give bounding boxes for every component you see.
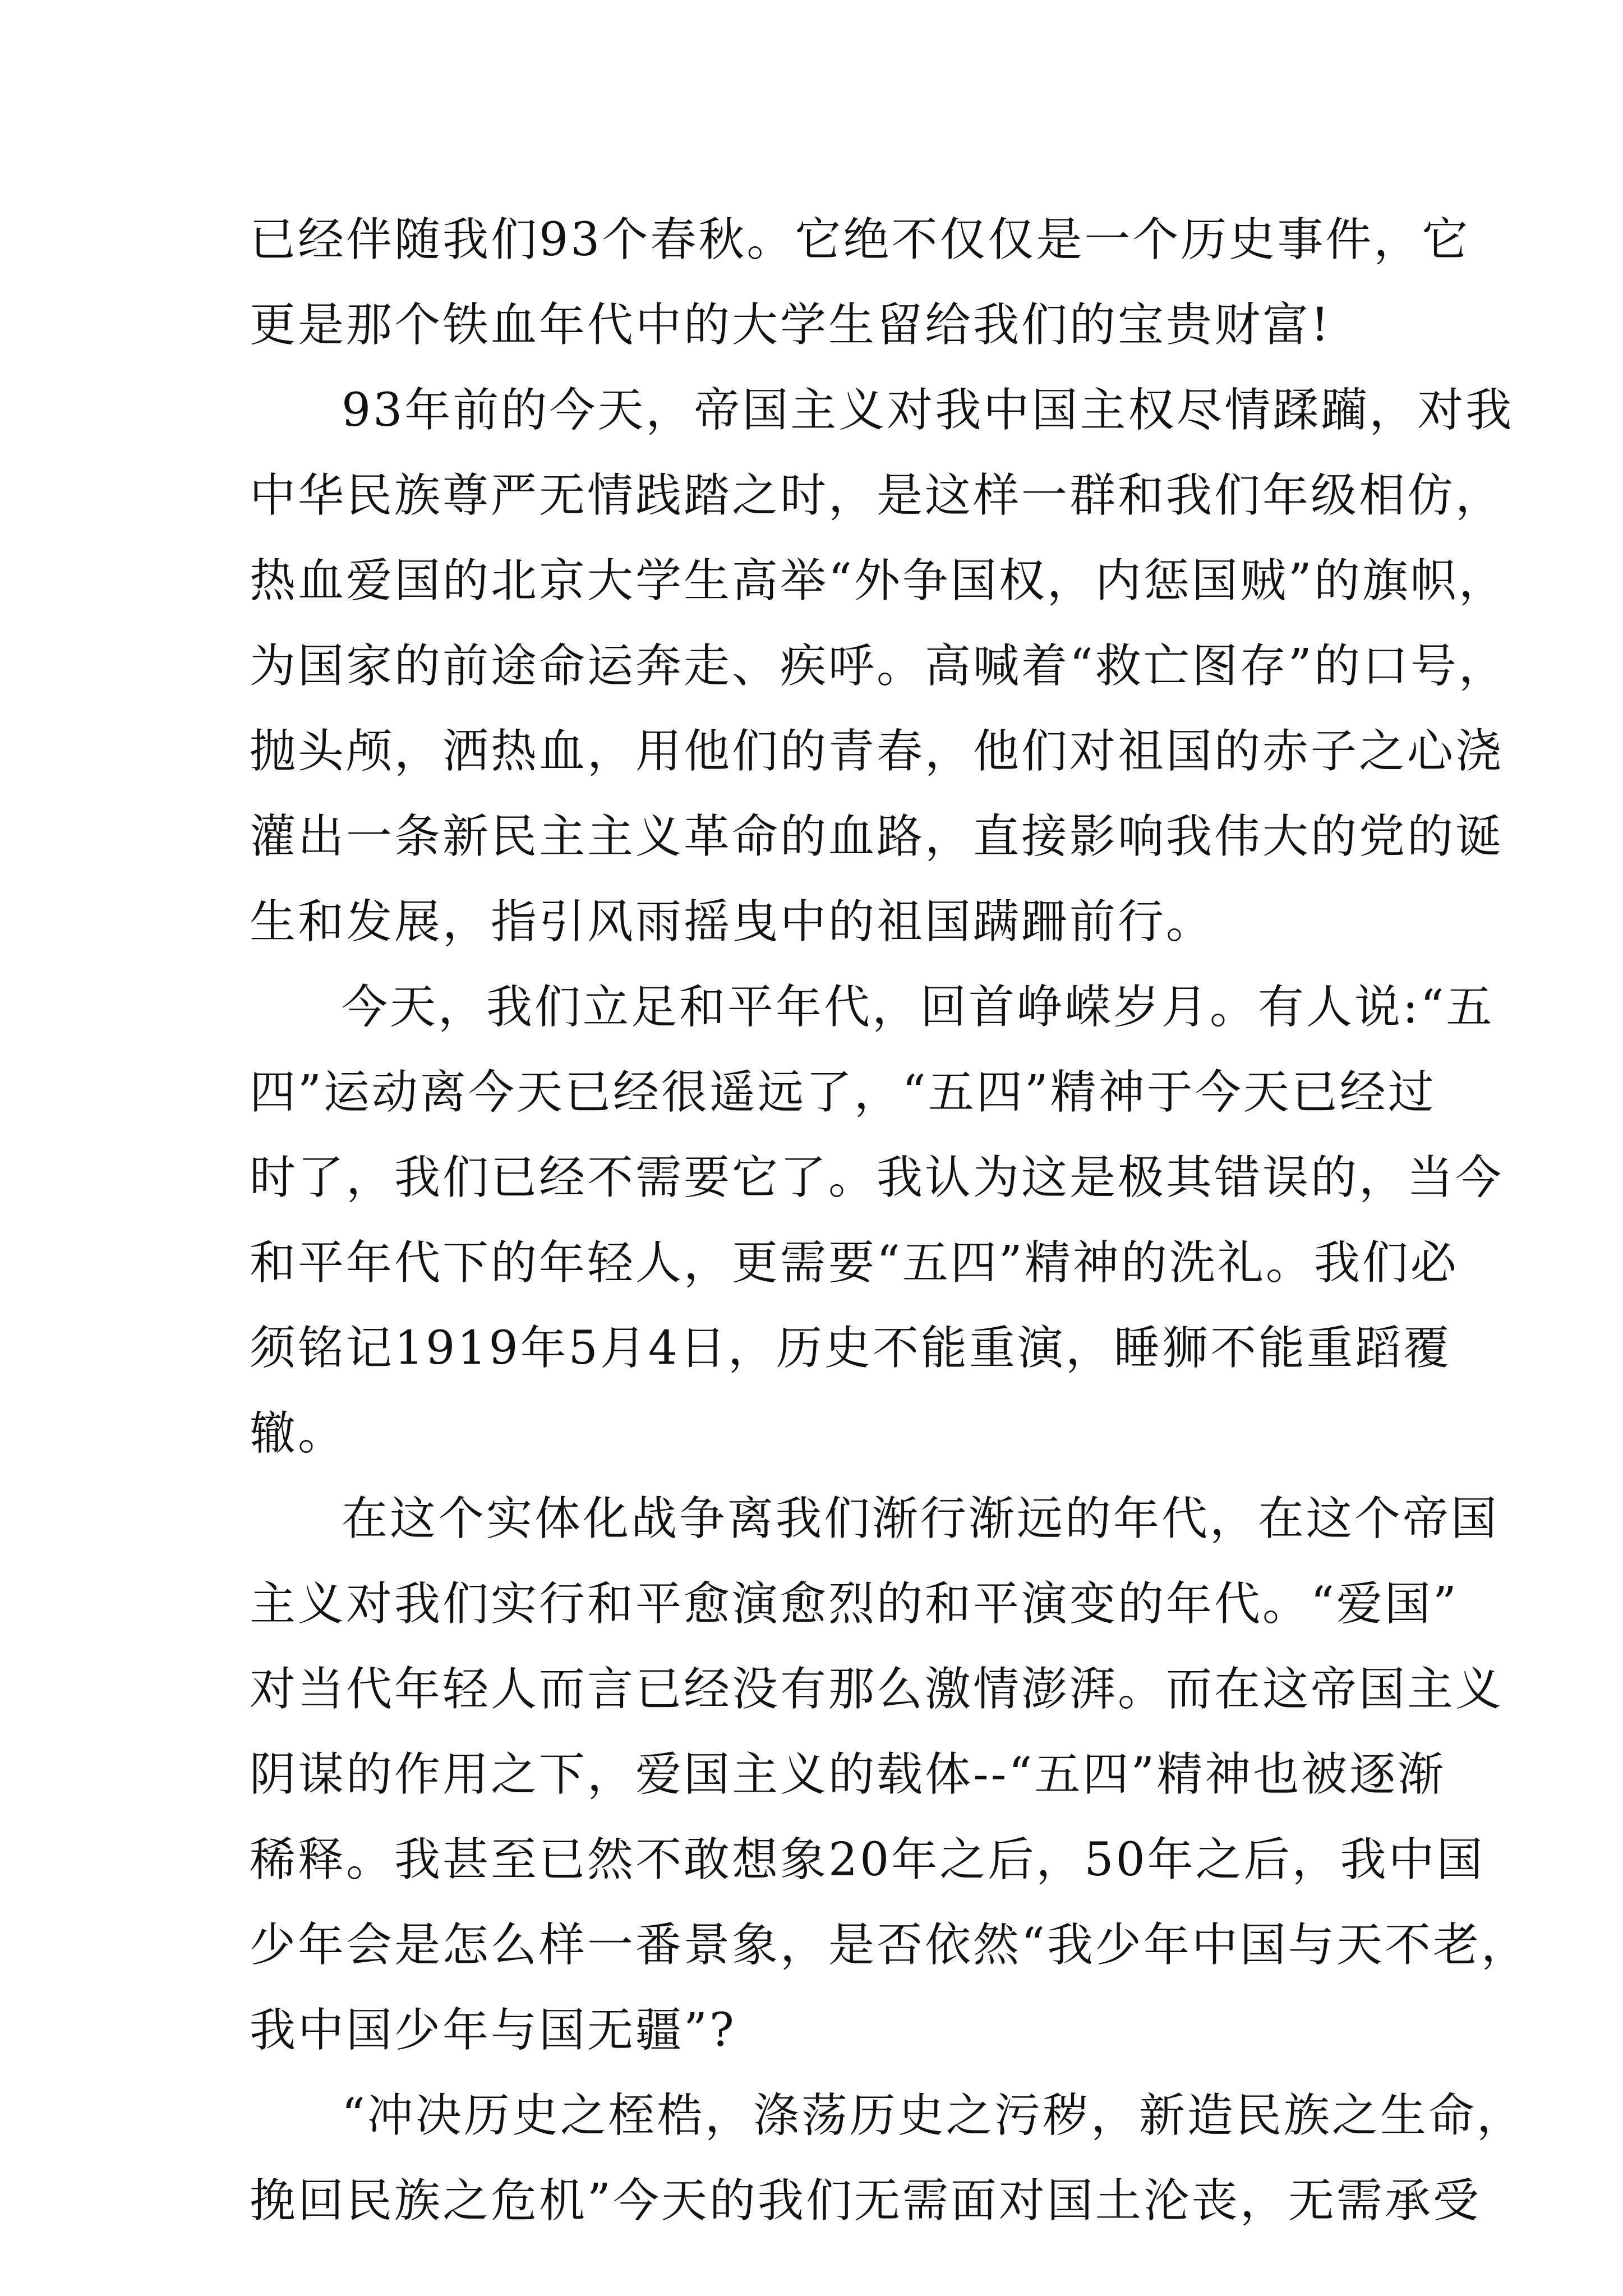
text-line: 灌出一条新民主主义革命的血路，直接影响我伟大的党的诞 (250, 810, 1504, 863)
paragraph-start-line: “冲决历史之桎梏，涤荡历史之污秽，新造民族之生命， (342, 2089, 1525, 2142)
text-line: 阴谋的作用之下，爱国主义的载体--“五四”精神也被逐渐 (250, 1748, 1446, 1801)
text-line: 抛头颅，洒热血，用他们的青春，他们对祖国的赤子之心浇 (250, 725, 1504, 778)
text-line: 少年会是怎么样一番景象，是否依然“我少年中国与天不老， (250, 1918, 1529, 1972)
text-line: 已经伴随我们93个春秋。它绝不仅仅是一个历史事件，它 (250, 213, 1470, 266)
text-line: 须铭记1919年5月4日，历史不能重演，睡狮不能重蹈覆 (250, 1322, 1452, 1375)
text-line: 对当代年轻人而言已经没有那么激情澎湃。而在这帝国主义 (250, 1663, 1504, 1716)
text-line: 生和发展，指引风雨摇曳中的祖国蹒跚前行。 (250, 895, 1215, 949)
text-line: 热血爱国的北京大学生高举“外争国权，内惩国贼”的旗帜， (250, 554, 1507, 608)
text-line: 辙。 (250, 1407, 347, 1460)
text-line: 更是那个铁血年代中的大学生留给我们的宝贵财富! (250, 298, 1331, 352)
text-line: 为国家的前途命运奔走、疾呼。高喊着“救亡图存”的口号， (250, 639, 1507, 693)
paragraph-start-line: 93年前的今天，帝国主义对我中国主权尽情蹂躏，对我 (342, 384, 1514, 437)
text-line: 和平年代下的年轻人，更需要“五四”精神的洗礼。我们必 (250, 1236, 1459, 1290)
paragraph-start-line: 今天，我们立足和平年代，回首峥嵘岁月。有人说:“五 (342, 981, 1495, 1034)
text-line: 我中国少年与国无疆”? (250, 2004, 736, 2057)
document-body (250, 197, 1529, 2244)
text-line: 主义对我们实行和平愈演愈烈的和平演变的年代。“爱国” (250, 1577, 1459, 1631)
text-line: 四”运动离今天已经很遥远了，“五四”精神于今天已经过 (250, 1066, 1436, 1119)
text-line: 中华民族尊严无情践踏之时，是这样一群和我们年级相仿， (250, 469, 1504, 522)
paragraph-start-line: 在这个实体化战争离我们渐行渐远的年代，在这个帝国 (342, 1492, 1500, 1545)
text-line: 时了，我们已经不需要它了。我认为这是极其错误的，当今 (250, 1151, 1504, 1204)
text-line: 稀释。我甚至已然不敢想象20年之后，50年之后，我中国 (250, 1833, 1485, 1887)
text-line: 挽回民族之危机”今天的我们无需面对国土沦丧，无需承受 (250, 2174, 1481, 2228)
